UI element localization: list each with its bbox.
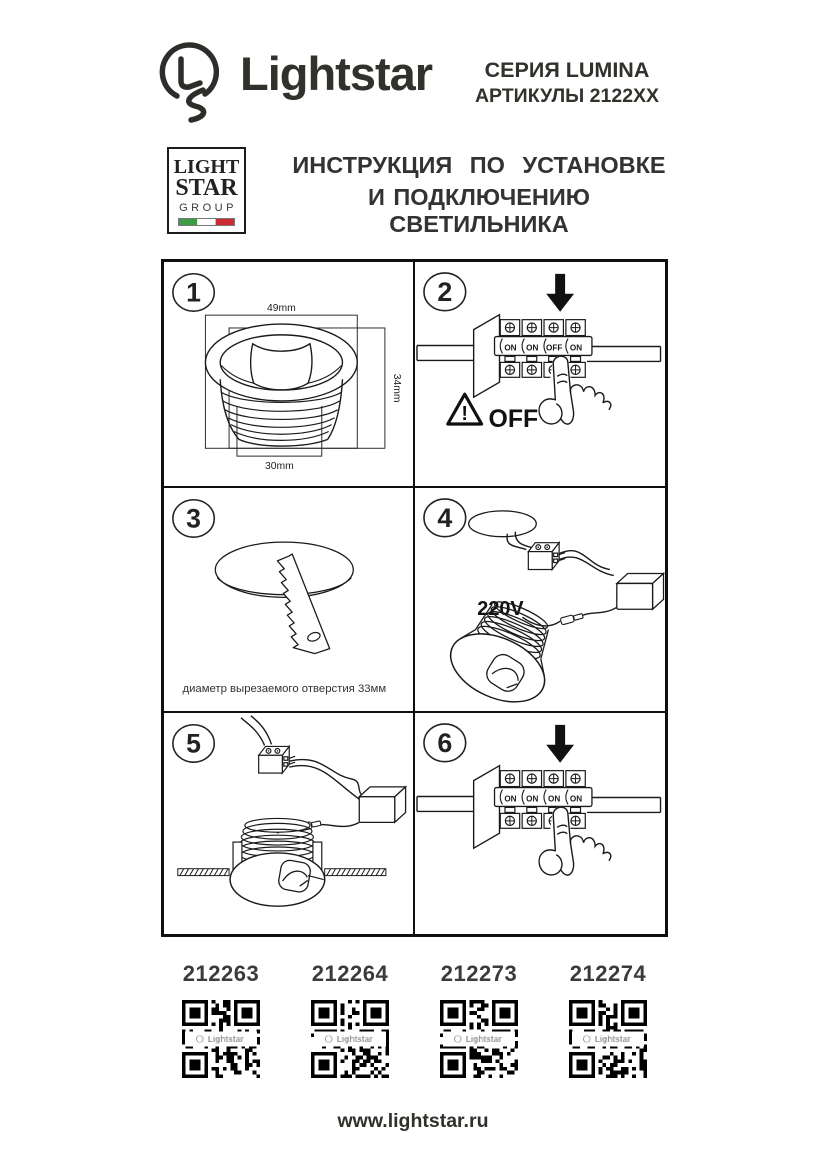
svg-text:5: 5 <box>186 728 201 759</box>
step-4-panel <box>415 488 666 714</box>
series-title: СЕРИЯ LUMINA <box>484 58 650 82</box>
step-5-panel <box>164 713 415 937</box>
warning-triangle-icon <box>447 394 481 425</box>
website-link[interactable]: www.lightstar.ru <box>337 1110 489 1132</box>
svg-text:4: 4 <box>436 502 452 533</box>
driver-box-icon <box>359 787 405 823</box>
ceiling-hole <box>468 511 536 537</box>
logo-word-group: GROUP <box>179 201 237 214</box>
dim-top-label: 49mm <box>266 303 296 315</box>
logo-word-star: STAR <box>175 174 238 201</box>
qr-code <box>440 1000 518 1078</box>
svg-text:3: 3 <box>186 503 201 534</box>
step-number-badge <box>173 499 214 536</box>
hole-diameter-caption: диаметр вырезаемого отверстия 33мм <box>182 682 387 695</box>
step-number-badge <box>423 499 465 537</box>
logo-word-light: LIGHT <box>173 155 240 178</box>
svg-text:6: 6 <box>436 728 452 759</box>
step-6-panel <box>415 713 666 937</box>
svg-text:ON: ON <box>525 794 538 804</box>
qr-code <box>182 1000 260 1078</box>
article-number: 212273 <box>440 961 518 986</box>
voltage-label: 220V <box>476 597 524 620</box>
step-3-panel <box>164 488 415 714</box>
article-number: 212274 <box>569 961 647 986</box>
svg-text:ON: ON <box>569 794 582 804</box>
article-number: 212264 <box>311 961 389 986</box>
brand-wordmark: Lightstar <box>240 47 433 100</box>
connector-block-icon <box>528 542 565 569</box>
qr-item <box>419 961 539 1083</box>
svg-text:!: ! <box>460 403 468 426</box>
svg-text:ON: ON <box>525 343 538 353</box>
wires <box>241 716 364 833</box>
dim-bottom-label: 30mm <box>265 460 294 472</box>
lightstar-bulb-logo-icon <box>150 34 238 124</box>
qr-item <box>161 961 281 1083</box>
down-arrow-icon <box>546 725 574 763</box>
inline-plug-icon <box>560 612 583 625</box>
lightstar-group-logo <box>167 147 246 234</box>
svg-text:ON: ON <box>547 794 560 804</box>
warning-off-label: OFF <box>488 406 538 434</box>
dim-side-label: 34mm <box>390 373 402 403</box>
breaker-panel-illustration <box>416 766 660 849</box>
italian-flag-bar <box>178 218 235 226</box>
svg-text:2: 2 <box>436 276 452 307</box>
document-title <box>283 152 675 238</box>
svg-text:ON: ON <box>503 343 517 353</box>
qr-code <box>311 1000 389 1078</box>
steps-grid <box>161 259 668 937</box>
svg-text:ON: ON <box>503 794 517 804</box>
step-number-badge <box>423 724 465 762</box>
qr-code <box>569 1000 647 1078</box>
step-number-badge <box>173 725 214 762</box>
mounted-fixture-drawing <box>178 819 386 907</box>
svg-text:OFF: OFF <box>545 343 562 353</box>
title-line-2: И ПОДКЛЮЧЕНИЮ СВЕТИЛЬНИКА <box>367 184 591 237</box>
breaker-panel-illustration <box>416 315 660 398</box>
qr-item <box>290 961 410 1083</box>
step-2-panel <box>415 262 666 488</box>
svg-text:ON: ON <box>569 343 582 353</box>
driver-box-icon <box>616 573 663 609</box>
qr-item <box>548 961 668 1083</box>
step-number-badge <box>173 274 214 311</box>
title-line-1: ИНСТРУКЦИЯ ПО УСТАНОВКЕ <box>292 152 666 178</box>
connector-block-icon <box>259 747 295 774</box>
svg-text:1: 1 <box>186 277 201 308</box>
qr-section <box>161 961 668 1083</box>
series-info <box>462 56 672 108</box>
article-number: 212263 <box>182 961 260 986</box>
down-arrow-icon <box>546 274 574 312</box>
step-number-badge <box>423 273 465 311</box>
fixture-drawing <box>205 324 357 446</box>
articles-line: АРТИКУЛЫ 2122XX <box>474 85 660 107</box>
step-1-panel <box>164 262 415 488</box>
